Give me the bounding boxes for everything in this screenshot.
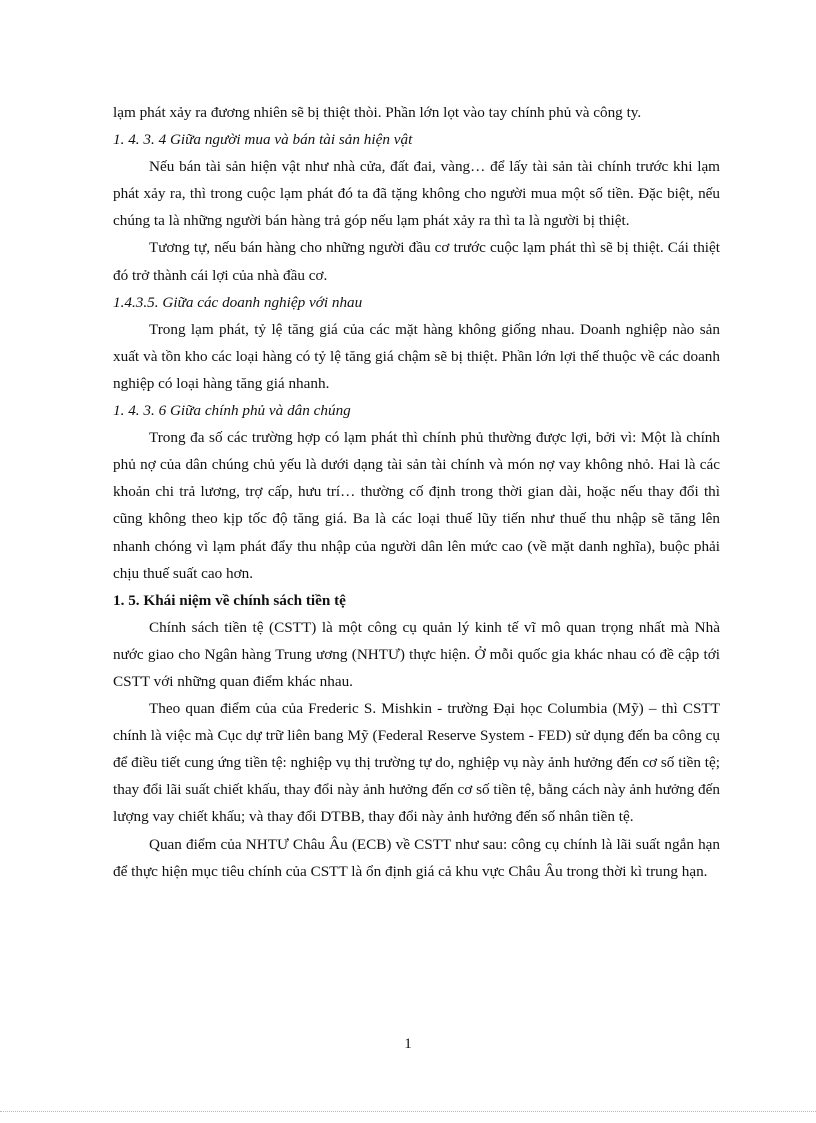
subheading-1-4-3-6: 1. 4. 3. 6 Giữa chính phủ và dân chúng: [113, 402, 351, 420]
paragraph: Tương tự, nếu bán hàng cho những người đầu cơ trước cuộc lạm phát thì sẽ bị thiệt. Cái thiệt đó trở thành cái lợi của nhà đầu cơ.: [113, 239, 720, 284]
subheading-1-4-3-4: 1. 4. 3. 4 Giữa người mua và bán tài sản hiện vật: [113, 131, 413, 149]
page-bottom-divider: [0, 1111, 816, 1112]
page-number: 1: [404, 1036, 412, 1052]
paragraph: Nếu bán tài sản hiện vật như nhà cửa, đất đai, vàng… để lấy tài sản tài chính trước khi lạm phát xảy ra, thì trong cuộc lạm phát đó ta đã tặng không cho người mua một số tiền. Đặc biệt, nếu chúng ta là những người bán hàng trả góp nếu lạm phát xảy ra thì ta là người bị thiệt.: [113, 158, 720, 230]
paragraph: Theo quan điểm của của Frederic S. Mishkin - trường Đại học Columbia (Mỹ) – thì CSTT chính là việc mà Cục dự trữ liên bang Mỹ (Federal Reserve System - FED) sử dụng đến ba công cụ để điều tiết cung ứng tiền tệ: nghiệp vụ thị trường tự do, nghiệp vụ này ảnh hưởng đến cơ số tiền tệ; thay đổi lãi suất chiết khấu, thay đổi này ảnh hưởng đến cơ số tiền tệ, bằng cách này ảnh hưởng đến lượng vay chiết khấu; và thay đổi DTBB, thay đổi này ảnh hưởng đến số nhân tiền tệ.: [113, 700, 720, 826]
paragraph-continuation: lạm phát xảy ra đương nhiên sẽ bị thiệt thòi. Phần lớn lọt vào tay chính phủ và công ty.: [113, 104, 642, 121]
paragraph: Trong đa số các trường hợp có lạm phát thì chính phủ thường được lợi, bởi vì: Một là chính phủ nợ của dân chúng chủ yếu là dưới dạng tài sản tài chính và món nợ vay không nhỏ. Hai là các khoản chi trả lương, trợ cấp, hưu trí… thường cố định trong thời gian dài, hoặc nếu thay đổi thì cũng không theo kịp tốc độ tăng giá. Ba là các loại thuế lũy tiến như thuế thu nhập sẽ tăng lên nhanh chóng vì lạm phát đẩy thu nhập của người dân lên mức cao (về mặt danh nghĩa), buộc phải chịu thuế suất cao hơn.: [113, 429, 720, 582]
document-body: [113, 99, 720, 885]
subheading-1-4-3-5: 1.4.3.5. Giữa các doanh nghiệp với nhau: [113, 293, 363, 311]
paragraph: Trong lạm phát, tỷ lệ tăng giá của các mặt hàng không giống nhau. Doanh nghiệp nào sản xuất và tồn kho các loại hàng có tỷ lệ tăng giá chậm sẽ bị thiệt. Phần lớn lợi thế thuộc về các doanh nghiệp có loại hàng tăng giá nhanh.: [113, 320, 720, 392]
section-heading-1-5: 1. 5. Khái niệm về chính sách tiền tệ: [113, 591, 346, 609]
paragraph: Quan điểm của NHTƯ Châu Âu (ECB) về CSTT như sau: công cụ chính là lãi suất ngắn hạn để thực hiện mục tiêu chính của CSTT là ổn định giá cả khu vực Châu Âu trong thời kì trung hạn.: [113, 835, 720, 880]
paragraph: Chính sách tiền tệ (CSTT) là một công cụ quản lý kinh tế vĩ mô quan trọng nhất mà Nhà nước giao cho Ngân hàng Trung ương (NHTƯ) thực hiện. Ở mỗi quốc gia khác nhau có đề cập tới CSTT với những quan điểm khác nhau.: [113, 618, 720, 690]
